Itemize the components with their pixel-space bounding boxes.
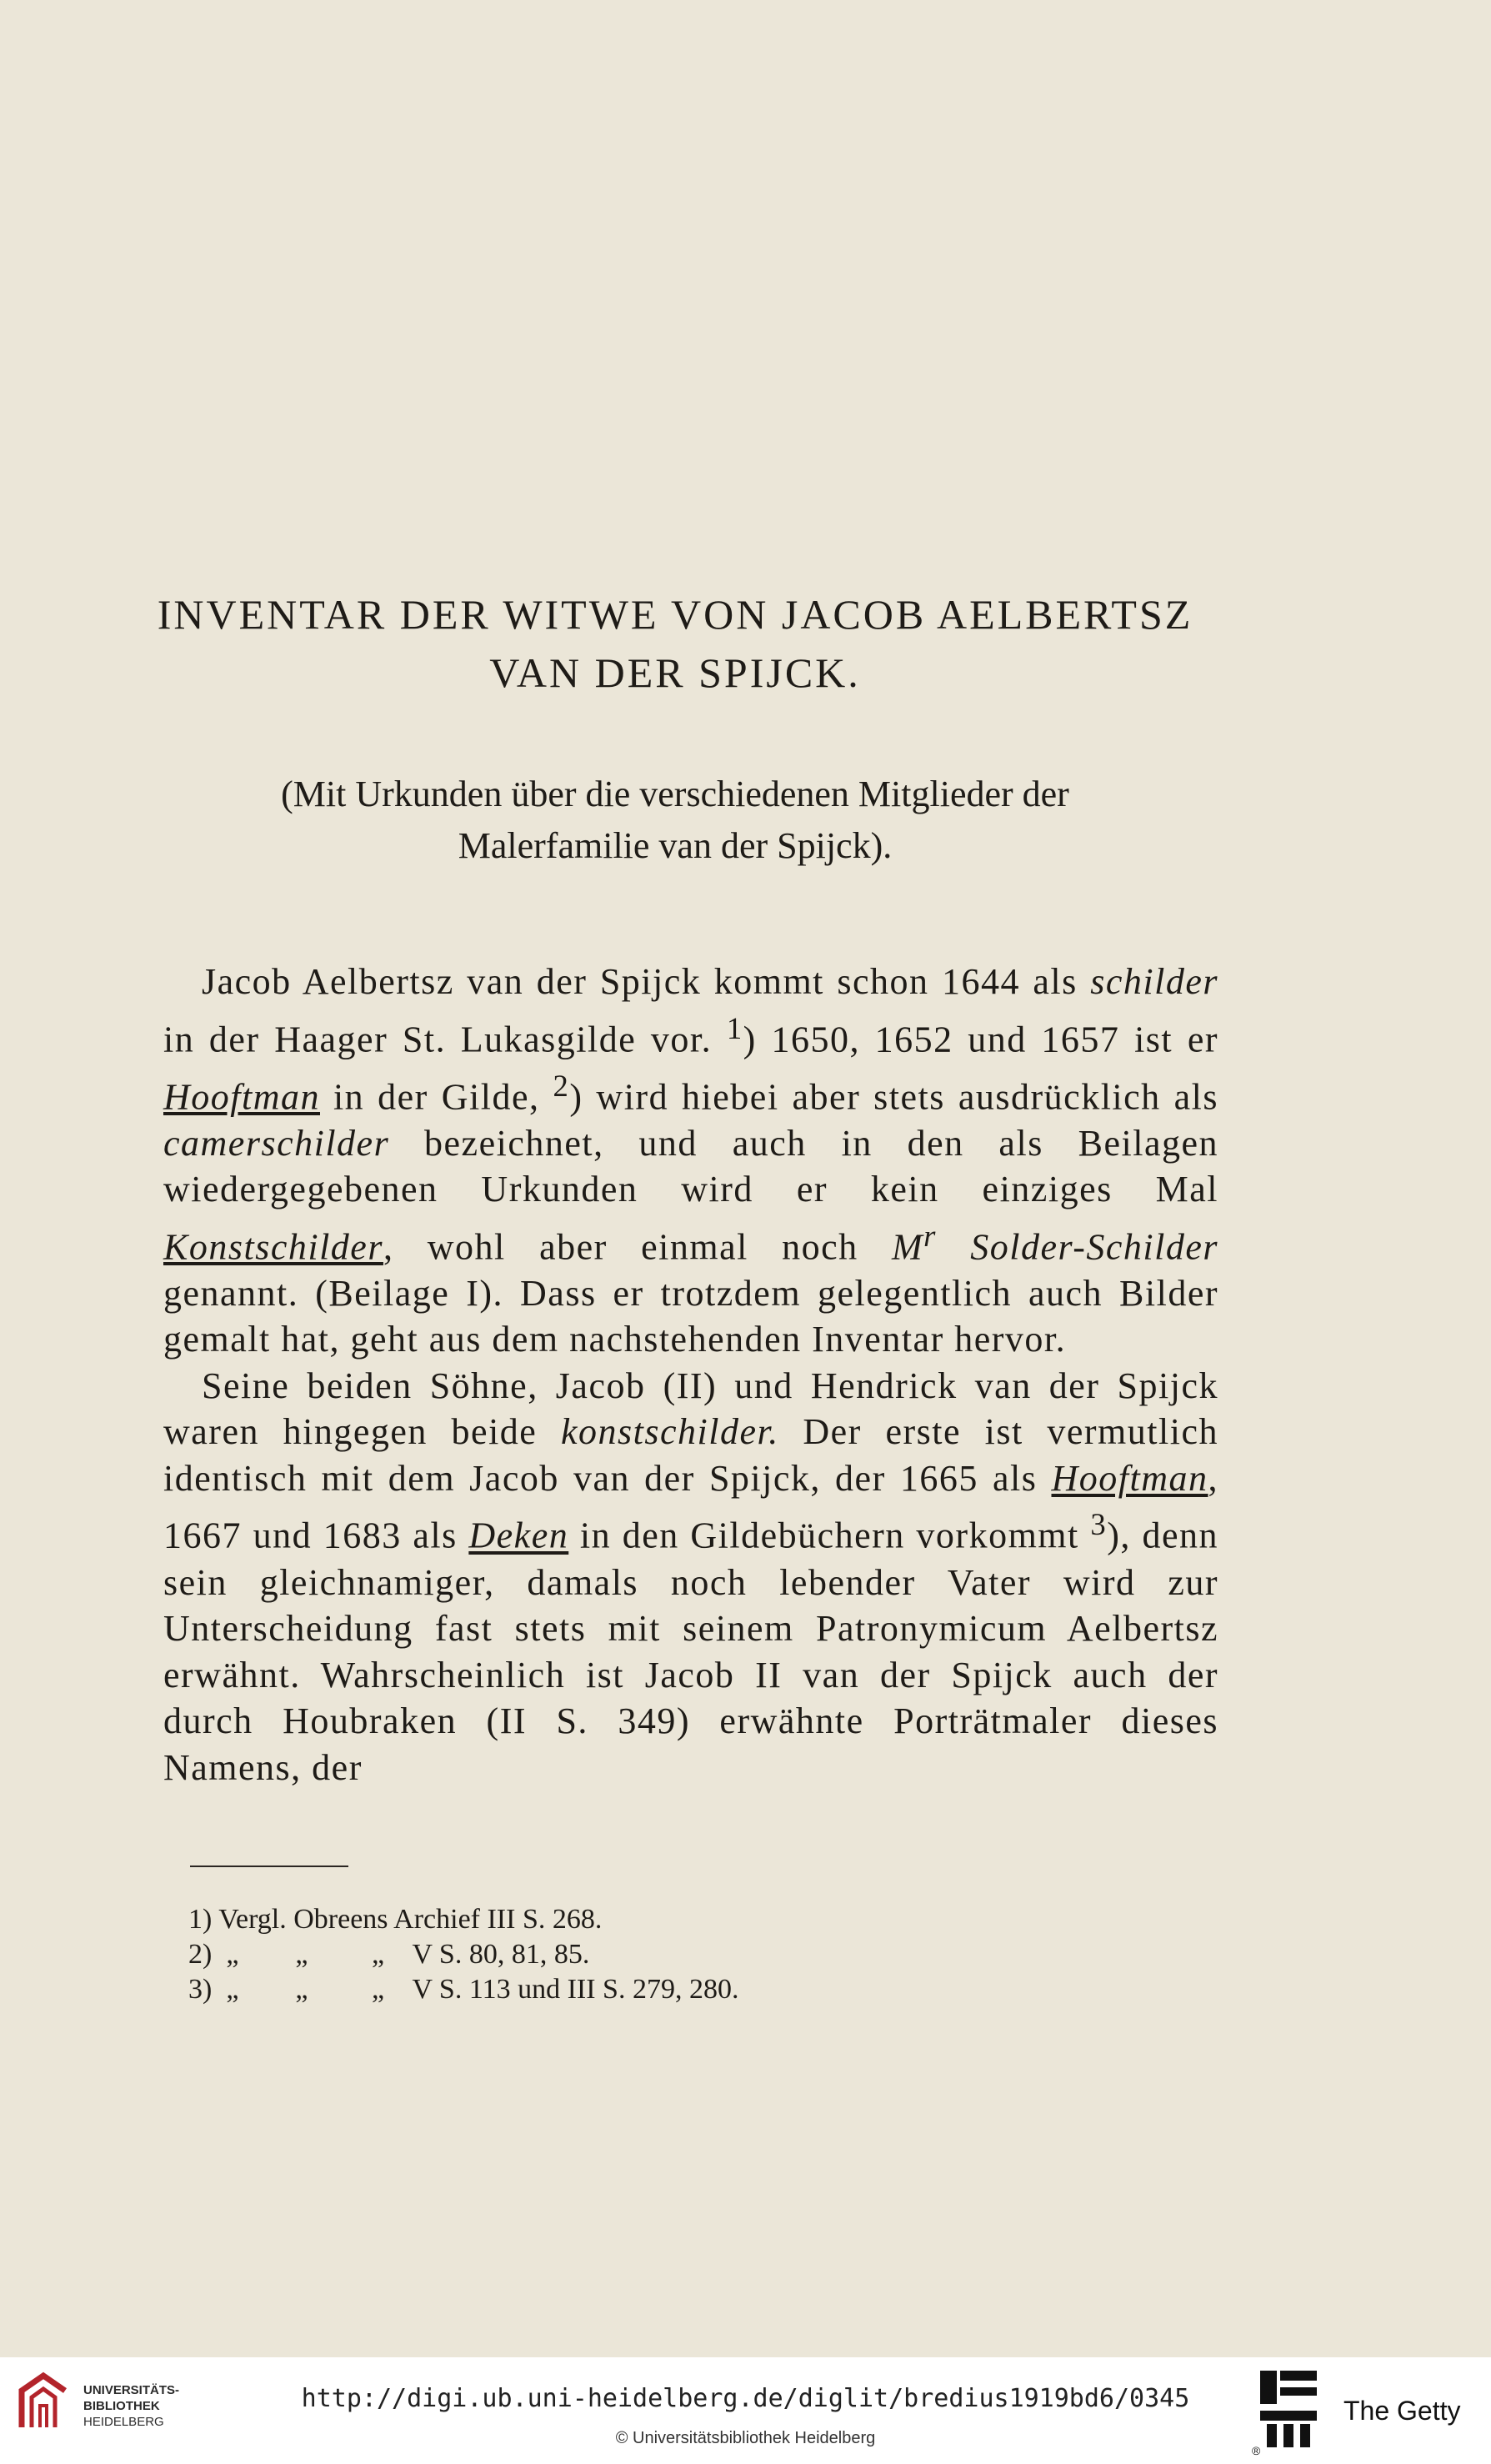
body-text xyxy=(163,959,1218,1790)
footnote-ref-2: 2 xyxy=(553,1068,570,1103)
paragraph-2 xyxy=(163,1363,1218,1790)
text-run: ) 1650, 1652 und 1657 ist er xyxy=(743,1019,1219,1060)
subtitle-line-2: Malerfamilie van der Spijck). xyxy=(458,825,893,866)
text-run: bezeichnet, und auch in den als Beilagen wiedergegebenen Urkunden wird er kein einziges Mal xyxy=(163,1122,1218,1210)
italic-term: M xyxy=(891,1226,924,1268)
italic-term: Konstschilder xyxy=(163,1226,383,1268)
italic-term: camerschilder xyxy=(163,1122,390,1164)
copyright-notice: © Universitätsbibliothek Heidelberg xyxy=(615,2429,876,2447)
text-run: , 1667 und 1683 als xyxy=(163,1457,1218,1557)
text-run: in der Haager St. Lukasgilde vor. xyxy=(163,1019,727,1060)
superscript-r: r xyxy=(923,1218,937,1253)
getty-logo-icon xyxy=(1258,2369,1318,2449)
title-line-1: INVENTAR DER WITWE VON JACOB AELBERTSZ xyxy=(157,591,1193,638)
text-run: Jacob Aelbertsz van der Spijck kommt schon 1644 als xyxy=(202,961,1091,1002)
uni-name-line-1: UNIVERSITÄTS- xyxy=(83,2383,180,2397)
registered-mark: ® xyxy=(1252,2444,1261,2457)
italic-term: Hooftman xyxy=(1051,1457,1208,1499)
text-run: Seine beiden Söhne, Jacob (II) und Hendrick van der Spijck waren hingegen beide xyxy=(163,1365,1218,1453)
text-run: Der erste ist vermutlich identisch mit dem Jacob van der Spijck, der 1665 als xyxy=(163,1411,1218,1499)
uni-name-line-3: HEIDELBERG xyxy=(83,2415,164,2429)
text-run: in der Gilde, xyxy=(320,1076,553,1118)
text-run: , wohl aber einmal noch xyxy=(383,1226,892,1268)
text-run: ), denn sein gleichnamiger, damals noch lebender Vater wird zur Unterscheidung fast stets mit seinem Patronymicum Aelbertsz erwähnt. Wahrscheinlich ist Jacob II van der Spijck auch der durch Houbraken (II S. 349) erwähnte Porträtmaler dieses Namens, der xyxy=(163,1515,1219,1788)
italic-term: Deken xyxy=(468,1515,569,1557)
uni-name-line-2: BIBLIOTHEK xyxy=(83,2399,160,2413)
footer-bar xyxy=(0,2357,1491,2464)
footnote-3: 3) „ „ „ V S. 113 und III S. 279, 280. xyxy=(188,1974,739,2005)
page-subtitle xyxy=(158,769,1192,872)
footnotes xyxy=(188,1902,1188,2007)
permalink-url[interactable]: http://digi.ub.uni-heidelberg.de/diglit/bredius1919bd6/0345 xyxy=(301,2384,1190,2413)
footnote-divider xyxy=(190,1866,348,1867)
getty-label: The Getty xyxy=(1343,2396,1461,2426)
text-run: ) wird hiebei aber stets ausdrücklich als xyxy=(569,1076,1219,1118)
italic-term: schilder xyxy=(1090,961,1218,1002)
subtitle-line-1: (Mit Urkunden über die verschiedenen Mitglieder der xyxy=(281,774,1069,814)
footnote-1: 1) Vergl. Obreens Archief III S. 268. xyxy=(188,1904,603,1935)
title-line-2: VAN DER SPIJCK. xyxy=(489,649,861,696)
footnote-2: 2) „ „ „ V S. 80, 81, 85. xyxy=(188,1939,590,1970)
paragraph-1 xyxy=(163,959,1218,1363)
footnote-ref-3: 3 xyxy=(1090,1507,1108,1542)
page-title xyxy=(125,585,1225,702)
text-run: in den Gildebüchern vorkommt xyxy=(568,1515,1091,1557)
italic-term: Solder-Schilder xyxy=(936,1226,1218,1268)
footnote-ref-1: 1 xyxy=(726,1010,743,1045)
italic-term: Hooftman xyxy=(163,1076,320,1118)
italic-term: konstschilder. xyxy=(560,1411,779,1453)
text-run: genannt. (Beilage I). Dass er trotzdem gelegentlich auch Bilder gemalt hat, geht aus dem nachstehenden Inventar hervor. xyxy=(163,1272,1218,1360)
